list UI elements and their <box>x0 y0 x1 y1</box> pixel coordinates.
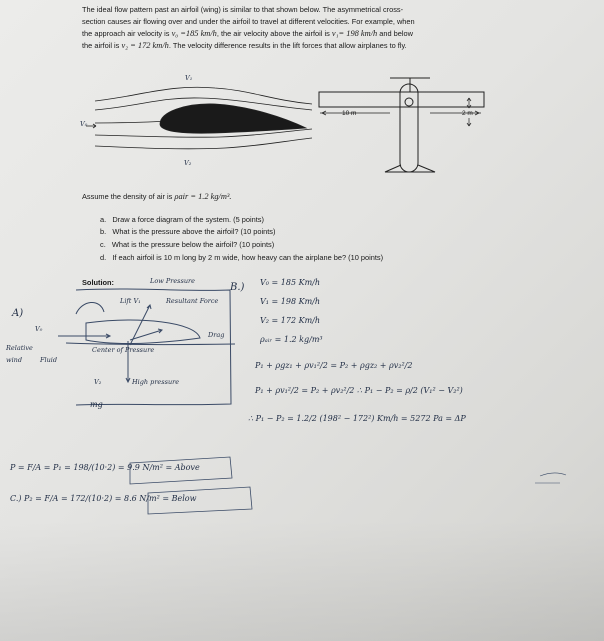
problem-line-1: The ideal flow pattern past an airfoil (wing) is similar to that shown below. The asymmetrical cross- <box>82 5 404 14</box>
hw-v0: V₀ <box>35 325 43 333</box>
problem-line-3: the approach air velocity is v₀ =185 km/h, the air velocity above the airfoil is v₁= 198 km/h and below <box>82 29 413 38</box>
hw-resultant-force: Resultant Force <box>166 297 219 305</box>
question-a: a. Draw a force diagram of the system. (5 points) <box>100 215 264 224</box>
airplane-figure <box>319 78 484 172</box>
hw-part-b-label: B.) <box>230 282 245 293</box>
hw-mg: mg <box>90 400 103 409</box>
fuselage <box>400 84 418 172</box>
hw-lift: Lift V₁ <box>120 297 141 305</box>
v2-label: V₂ <box>184 159 192 167</box>
hw-part-a-label: A) <box>12 308 24 319</box>
hw-bernoulli-3: ∴ P₁ − P₂ = 1.2/2 (198² − 172²) Km/h = 5272 Pa = ΔP <box>248 414 466 423</box>
question-d: d. If each airfoil is 10 m long by 2 m wide, how heavy can the airplane be? (10 points) <box>100 253 384 262</box>
airfoil-figure <box>86 87 312 149</box>
hw-b-v1: V₁ = 198 Km/h <box>260 297 320 306</box>
hw-v2: V₂ <box>94 378 102 386</box>
hw-b-density: ρₐᵢᵣ = 1.2 kg/m³ <box>260 335 323 344</box>
hw-pressure-below: C.) P₂ = F/A = 172/(10·2) = 8.6 N/m² = Below <box>10 494 197 503</box>
streamline-1 <box>95 87 312 104</box>
question-c: c. What is the pressure below the airfoil? (10 points) <box>100 240 275 249</box>
hw-b-v2: V₂ = 172 Km/h <box>260 316 320 325</box>
span-label: 10 m <box>342 110 357 117</box>
question-b: b. What is the pressure above the airfoil? (10 points) <box>100 227 276 236</box>
problem-line-4: the airfoil is v₂ = 172 km/h. The velocity difference results in the lift forces that allow airplanes to fly. <box>82 41 407 50</box>
wing-outline <box>319 92 484 107</box>
hw-low-pressure: Low Pressure <box>150 277 195 285</box>
chord-label: 2 m <box>462 110 473 117</box>
hw-b-v0: V₀ = 185 Km/h <box>260 278 320 287</box>
streamline-3 <box>95 121 170 123</box>
hw-wind: wind <box>6 356 22 364</box>
v0-label: V₀ <box>80 120 88 128</box>
hw-pressure-above: P = F/A = P₁ = 198/(10·2) = 9.9 N/m² = Above <box>10 463 200 472</box>
streamline-5 <box>95 138 312 149</box>
solution-label: Solution: <box>82 278 115 287</box>
hw-drag: Drag <box>208 331 225 339</box>
v1-label: V₁ <box>185 74 193 82</box>
density-line: Assume the density of air is ρair = 1.2 kg/m³. <box>82 192 232 201</box>
problem-line-2: section causes air flowing over and under the airfoil to travel at different velocities. For example, when <box>82 17 415 26</box>
hw-center-pressure: Center of Pressure <box>92 346 155 354</box>
hw-relative: Relative <box>6 344 33 352</box>
hw-high-pressure: High pressure <box>132 378 180 386</box>
hw-bernoulli-1: P₁ + ρgz₁ + ρv₁²/2 = P₂ + ρgz₂ + ρv₂²/2 <box>255 361 413 370</box>
hw-bernoulli-2: P₁ + ρv₁²/2 = P₂ + ρv₂²/2 ∴ P₁ − P₂ = ρ/2 (V₁² − V₂²) <box>255 386 463 395</box>
hw-fluid: Fluid <box>40 356 58 364</box>
airfoil-shape <box>160 104 306 133</box>
